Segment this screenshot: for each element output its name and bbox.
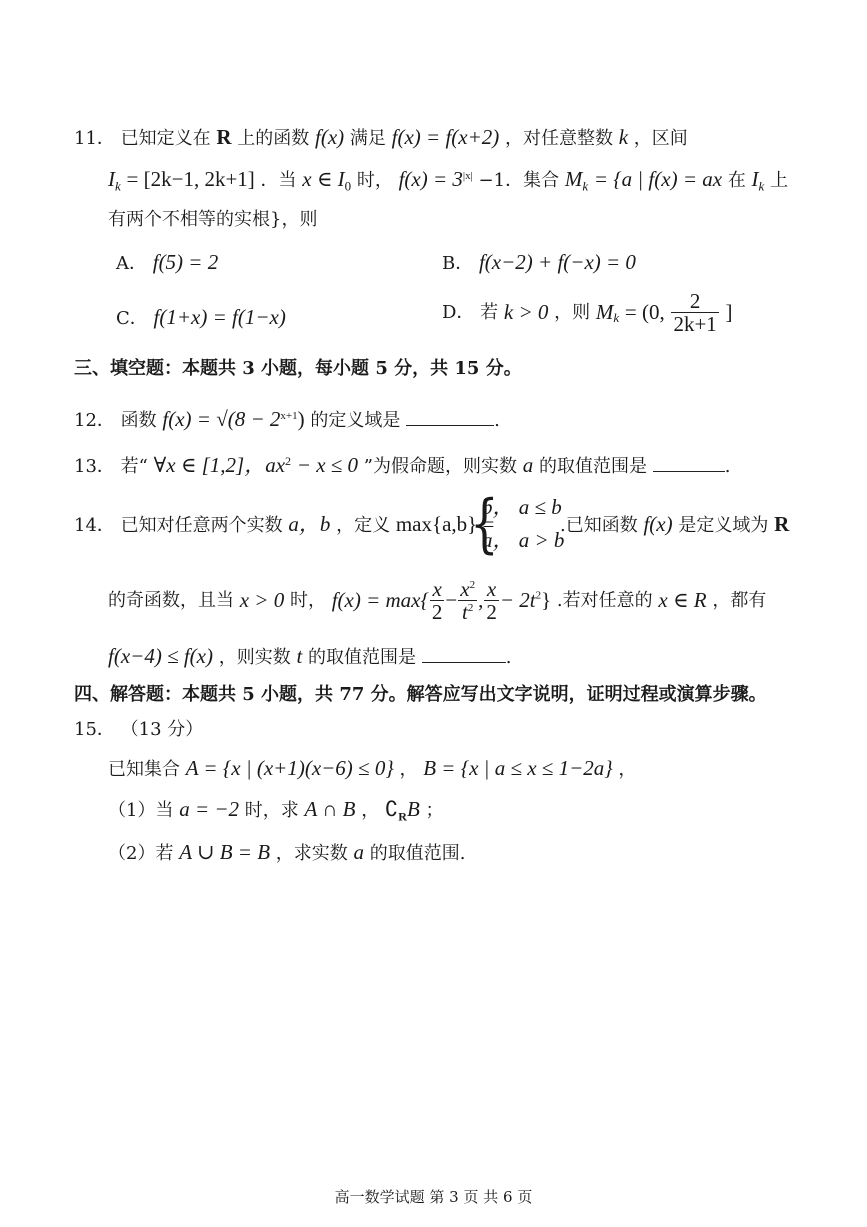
q15-part-2: （2）若 A ∪ B = B ，求实数 a 的取值范围. <box>108 840 466 864</box>
q11-line3: 有两个不相等的实根}，则 <box>108 209 318 230</box>
q12-answer-blank[interactable] <box>406 424 494 426</box>
q14-case-2: a， a > b <box>482 528 565 552</box>
q13: 13． 若“ ∀x ∈ [1,2]，$ax^2 - x \le 0$ ”为假命题，则实数 a 的取值范围是 . <box>74 453 731 477</box>
q14-piecewise-brace: { <box>470 487 499 561</box>
q11-option-a: A． f(5) = 2 <box>116 250 219 274</box>
q11-line2: $I_k = [2k-1$, 2k+1] ．当 x ∈ $I_0$ 时， $f(x) = 3^{|x|} -1$．集合 $M_k = \{a$ | f(x) = ax 在 $I_k$ 上 <box>108 167 789 194</box>
q14-fraction-x-over-2: $\frac{x}{2}$ <box>431 577 443 625</box>
q15-line1: 已知集合 A = {x | (x+1)(x−6) ≤ 0} ， B = {x | a ≤ x ≤ 1−2a} ， <box>108 756 637 780</box>
q13-answer-blank[interactable] <box>653 470 725 472</box>
q11-option-d: D． 若 k > 0 ，则 $M_k = (0$, $\frac{2}{2k+1}$ ] <box>442 289 733 337</box>
q14-fraction-x-over-2-second: $\frac{x}{2}$ <box>486 577 497 625</box>
q11-option-b: B． f(x−2) + f(−x) = 0 <box>442 250 636 274</box>
q11-line1: 11． 已知定义在 R 上的函数 f(x) 满足 f(x) = f(x+2) ，对任意整数 k ，区间 <box>74 125 688 149</box>
q15-part-1: （1）当 a = −2 时，求 A ∩ B ， $∁_RB$ ； <box>108 797 444 824</box>
q14-fraction-x2-over-t2: $\frac{x^2}{t^2}$ <box>460 577 476 625</box>
section-3-heading: 三、填空题：本题共 3 小题，每小题 5 分，共 15 分。 <box>74 358 522 379</box>
q14-case-1: b， a ≤ b <box>482 495 562 519</box>
q11-option-d-fraction: $\frac{2}{2k+1}$ <box>673 289 717 337</box>
q14-line2: 的奇函数，且当 x > 0 时， f(x) = max{ $\frac{x}{2}$ − $\frac{x^2}{t^2}$ , $\frac{x}{2}$ − $2t^2$} .若对任意的 x ∈ R ，都有 <box>108 577 767 625</box>
q12: 12． 函数 $f(x) = √(8 - 2^{x+1})$ 的定义域是 . <box>74 407 500 431</box>
section-4-heading: 四、解答题：本题共 5 小题，共 77 分。解答应写出文字说明，证明过程或演算步骤。 <box>74 684 767 705</box>
q14-line1: 14． 已知对任意两个实数 a，b ，定义 max{a,b} = <box>74 512 495 536</box>
q14-line1-end: .已知函数 f(x) 是定义域为 R <box>560 512 790 536</box>
q11-option-c: C． f(1+x) = f(1−x) <box>116 305 286 329</box>
q11-number: 11． <box>74 128 115 149</box>
q14-answer-blank[interactable] <box>422 661 506 663</box>
page-footer: 高一数学试题 第 3 页 共 6 页 <box>334 1188 533 1206</box>
q15-header: 15． （13 分） <box>74 719 204 740</box>
q14-line3: f(x−4) ≤ f(x) ，则实数 t 的取值范围是 . <box>108 644 512 668</box>
